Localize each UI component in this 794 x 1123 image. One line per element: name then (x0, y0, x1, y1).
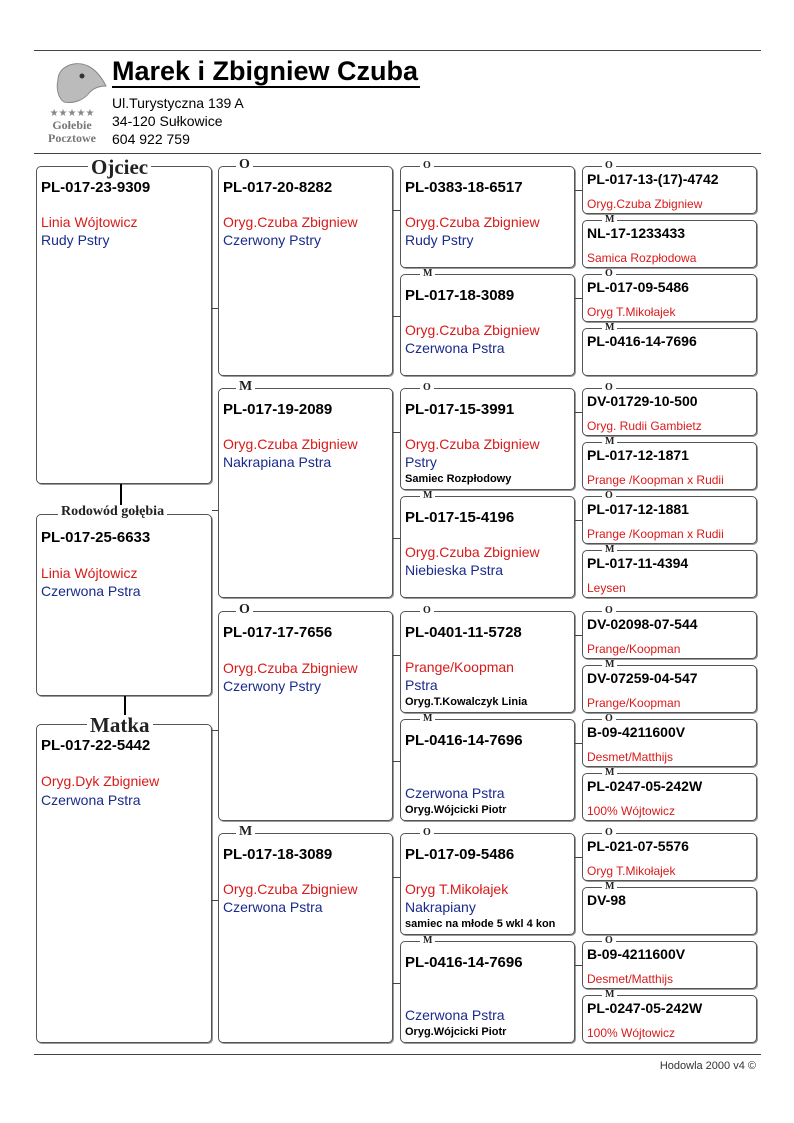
gen3-color: Rudy Pstry (405, 232, 474, 248)
gen4-line: Oryg. Rudii Gambietz (587, 419, 702, 433)
gen3-color: Czerwona Pstra (405, 1007, 505, 1023)
breeder-name: Marek i Zbigniew Czuba (112, 56, 419, 86)
gen3-sex-8: M (420, 936, 435, 946)
logo-line2: Pocztowe (48, 131, 96, 145)
gen3-card-1[interactable] (400, 166, 575, 268)
mother-card[interactable] (36, 724, 212, 1043)
subject-line: Linia Wójtowicz (41, 565, 138, 581)
gen4-line: Oryg T.Mikołajek (587, 864, 676, 878)
gen3-line: Prange/Koopman (405, 659, 514, 675)
gen2-line: Oryg.Czuba Zbigniew (223, 436, 358, 452)
gen3-sex-7: O (420, 828, 434, 838)
gen4-card-1[interactable] (582, 166, 757, 214)
gen4-card-6[interactable] (582, 442, 757, 490)
gen4-card-3[interactable] (582, 274, 757, 322)
gen4-card-5[interactable] (582, 388, 757, 436)
gen3-card-2[interactable] (400, 274, 575, 376)
phone-number: 604 922 759 (112, 131, 190, 147)
gen4-card-9[interactable] (582, 611, 757, 659)
gen3-card-4[interactable] (400, 496, 575, 598)
gen4-sex-5: O (602, 383, 616, 393)
gen4-card-13[interactable] (582, 833, 757, 881)
gen2-ring: PL-017-19-2089 (223, 401, 333, 418)
gen4-sex-6: M (602, 437, 617, 447)
footer-rule (34, 1054, 761, 1055)
gen4-sex-12: M (602, 768, 617, 778)
gen4-ring: PL-017-12-1881 (587, 501, 689, 517)
gen3-color: Pstry (405, 454, 437, 470)
gen4-sex-10: M (602, 660, 617, 670)
gen3-ring: PL-017-15-4196 (405, 509, 515, 526)
gen4-line: Prange/Koopman (587, 696, 681, 710)
gen4-ring: NL-17-1233433 (587, 225, 686, 241)
father-label: Ojciec (88, 157, 151, 178)
father-line: Linia Wójtowicz (41, 214, 138, 230)
gen3-note: Oryg.Wójcicki Piotr (405, 804, 507, 816)
father-ring: PL-017-23-9309 (41, 179, 151, 196)
gen4-card-14[interactable] (582, 887, 757, 935)
gen4-ring: B-09-4211600V (587, 724, 686, 740)
gen2-color: Czerwony Pstry (223, 232, 322, 248)
gen4-line: Leysen (587, 581, 626, 595)
gen3-ring: PL-017-18-3089 (405, 287, 515, 304)
gen3-card-5[interactable] (400, 611, 575, 713)
gen4-ring: PL-017-11-4394 (587, 555, 689, 571)
gen4-ring: DV-98 (587, 892, 626, 908)
gen4-ring: PL-017-12-1871 (587, 447, 689, 463)
gen4-ring: PL-021-07-5576 (587, 838, 689, 854)
gen2-color: Czerwona Pstra (223, 899, 323, 915)
gen4-line: Desmet/Matthijs (587, 972, 674, 986)
father-card[interactable] (36, 166, 212, 484)
gen4-sex-13: O (602, 828, 616, 838)
gen4-ring: DV-01729-10-500 (587, 393, 698, 409)
gen4-line: Prange /Koopman x Rudii (587, 473, 724, 487)
gen3-line: Oryg T.Mikołajek (405, 881, 509, 897)
mother-ring: PL-017-22-5442 (41, 737, 151, 754)
gen4-sex-2: M (602, 215, 617, 225)
gen2-sex-1: O (236, 158, 253, 172)
gen3-card-3[interactable] (400, 388, 575, 490)
gen2-sex-3: O (236, 603, 253, 617)
gen2-card-4[interactable] (218, 833, 393, 1043)
gen4-sex-14: M (602, 882, 617, 892)
gen3-line: Oryg.Czuba Zbigniew (405, 214, 540, 230)
gen3-ring: PL-017-09-5486 (405, 846, 515, 863)
gen4-ring: DV-07259-04-547 (587, 670, 698, 686)
logo-stars: ★★★★★ (49, 108, 95, 119)
gen4-card-2[interactable] (582, 220, 757, 268)
gen4-sex-1: O (602, 161, 616, 171)
logo-line1: Gołebie (52, 118, 92, 132)
mother-color: Czerwona Pstra (41, 792, 141, 808)
gen4-card-4[interactable] (582, 328, 757, 376)
gen4-line: 100% Wójtowicz (587, 804, 676, 818)
mother-line: Oryg.Dyk Zbigniew (41, 773, 160, 789)
gen2-sex-2: M (236, 380, 255, 394)
header-rule (34, 153, 761, 154)
gen4-card-10[interactable] (582, 665, 757, 713)
pedigree-label: Rodowód gołębia (58, 505, 167, 519)
gen3-color: Nakrapiany (405, 899, 476, 915)
gen4-card-11[interactable] (582, 719, 757, 767)
gen3-card-8[interactable] (400, 941, 575, 1043)
gen3-sex-5: O (420, 606, 434, 616)
address-city: 34-120 Sułkowice (112, 113, 223, 129)
gen3-ring: PL-0401-11-5728 (405, 624, 522, 641)
gen2-line: Oryg.Czuba Zbigniew (223, 660, 358, 676)
gen2-sex-4: M (236, 825, 255, 839)
gen2-ring: PL-017-18-3089 (223, 846, 333, 863)
gen4-sex-8: M (602, 545, 617, 555)
gen4-ring: PL-0247-05-242W (587, 778, 703, 794)
gen4-line: Oryg.Czuba Zbigniew (587, 197, 703, 211)
gen3-card-7[interactable] (400, 833, 575, 935)
gen4-sex-15: O (602, 936, 616, 946)
gen4-sex-3: O (602, 269, 616, 279)
gen3-color: Czerwona Pstra (405, 340, 505, 356)
gen2-line: Oryg.Czuba Zbigniew (223, 214, 358, 230)
gen3-color: Czerwona Pstra (405, 785, 505, 801)
gen4-line: Desmet/Matthijs (587, 750, 674, 764)
gen4-card-8[interactable] (582, 550, 757, 598)
gen3-line: Oryg.Czuba Zbigniew (405, 544, 540, 560)
gen3-sex-3: O (420, 383, 434, 393)
gen3-color: Pstra (405, 677, 438, 693)
gen4-sex-11: O (602, 714, 616, 724)
gen2-ring: PL-017-17-7656 (223, 624, 333, 641)
gen4-ring: B-09-4211600V (587, 946, 686, 962)
subject-color: Czerwona Pstra (41, 583, 141, 599)
gen4-line: Oryg T.Mikołajek (587, 305, 676, 319)
gen4-card-12[interactable] (582, 773, 757, 821)
gen3-sex-6: M (420, 714, 435, 724)
gen2-line: Oryg.Czuba Zbigniew (223, 881, 358, 897)
gen4-ring: PL-0416-14-7696 (587, 333, 697, 349)
gen2-card-1[interactable] (218, 166, 393, 376)
gen3-ring: PL-0416-14-7696 (405, 954, 523, 971)
gen4-card-16[interactable] (582, 995, 757, 1043)
gen4-card-7[interactable] (582, 496, 757, 544)
gen3-note: samiec na młode 5 wkl 4 kon (405, 918, 556, 930)
gen4-sex-16: M (602, 990, 617, 1000)
gen4-card-15[interactable] (582, 941, 757, 989)
gen2-ring: PL-017-20-8282 (223, 179, 333, 196)
top-rule (34, 50, 761, 51)
gen4-ring: DV-02098-07-544 (587, 616, 698, 632)
gen3-ring: PL-0416-14-7696 (405, 732, 523, 749)
gen3-note: Oryg.Wójcicki Piotr (405, 1026, 507, 1038)
gen3-card-6[interactable] (400, 719, 575, 821)
gen4-ring: PL-017-13-(17)-4742 (587, 171, 719, 187)
gen4-sex-7: O (602, 491, 616, 501)
gen2-color: Nakrapiana Pstra (223, 454, 332, 470)
gen3-line: Oryg.Czuba Zbigniew (405, 436, 540, 452)
pigeon-logo-icon (36, 56, 108, 146)
father-color: Rudy Pstry (41, 232, 110, 248)
gen4-sex-4: M (602, 323, 617, 333)
gen2-color: Czerwony Pstry (223, 678, 322, 694)
gen2-card-2[interactable] (218, 388, 393, 598)
gen4-ring: PL-0247-05-242W (587, 1000, 703, 1016)
gen3-color: Niebieska Pstra (405, 562, 504, 578)
footer-text: Hodowla 2000 v4 © (659, 1060, 756, 1072)
address-street: Ul.Turystyczna 139 A (112, 95, 244, 111)
gen4-ring: PL-017-09-5486 (587, 279, 689, 295)
gen3-sex-4: M (420, 491, 435, 501)
mother-label: Matka (87, 715, 153, 736)
gen4-line: Prange /Koopman x Rudii (587, 527, 724, 541)
gen3-note: Samiec Rozpłodowy (405, 473, 512, 485)
gen4-line: 100% Wójtowicz (587, 1026, 676, 1040)
subject-ring: PL-017-25-6633 (41, 529, 151, 546)
gen3-ring: PL-0383-18-6517 (405, 179, 523, 196)
gen3-ring: PL-017-15-3991 (405, 401, 515, 418)
gen3-sex-2: M (420, 269, 435, 279)
gen3-note: Oryg.T.Kowalczyk Linia (405, 696, 528, 708)
subject-card[interactable] (36, 514, 212, 696)
gen4-sex-9: O (602, 606, 616, 616)
gen4-line: Samica Rozpłodowa (587, 251, 697, 265)
gen4-line: Prange/Koopman (587, 642, 681, 656)
gen3-line: Oryg.Czuba Zbigniew (405, 322, 540, 338)
gen3-sex-1: O (420, 161, 434, 171)
gen2-card-3[interactable] (218, 611, 393, 821)
